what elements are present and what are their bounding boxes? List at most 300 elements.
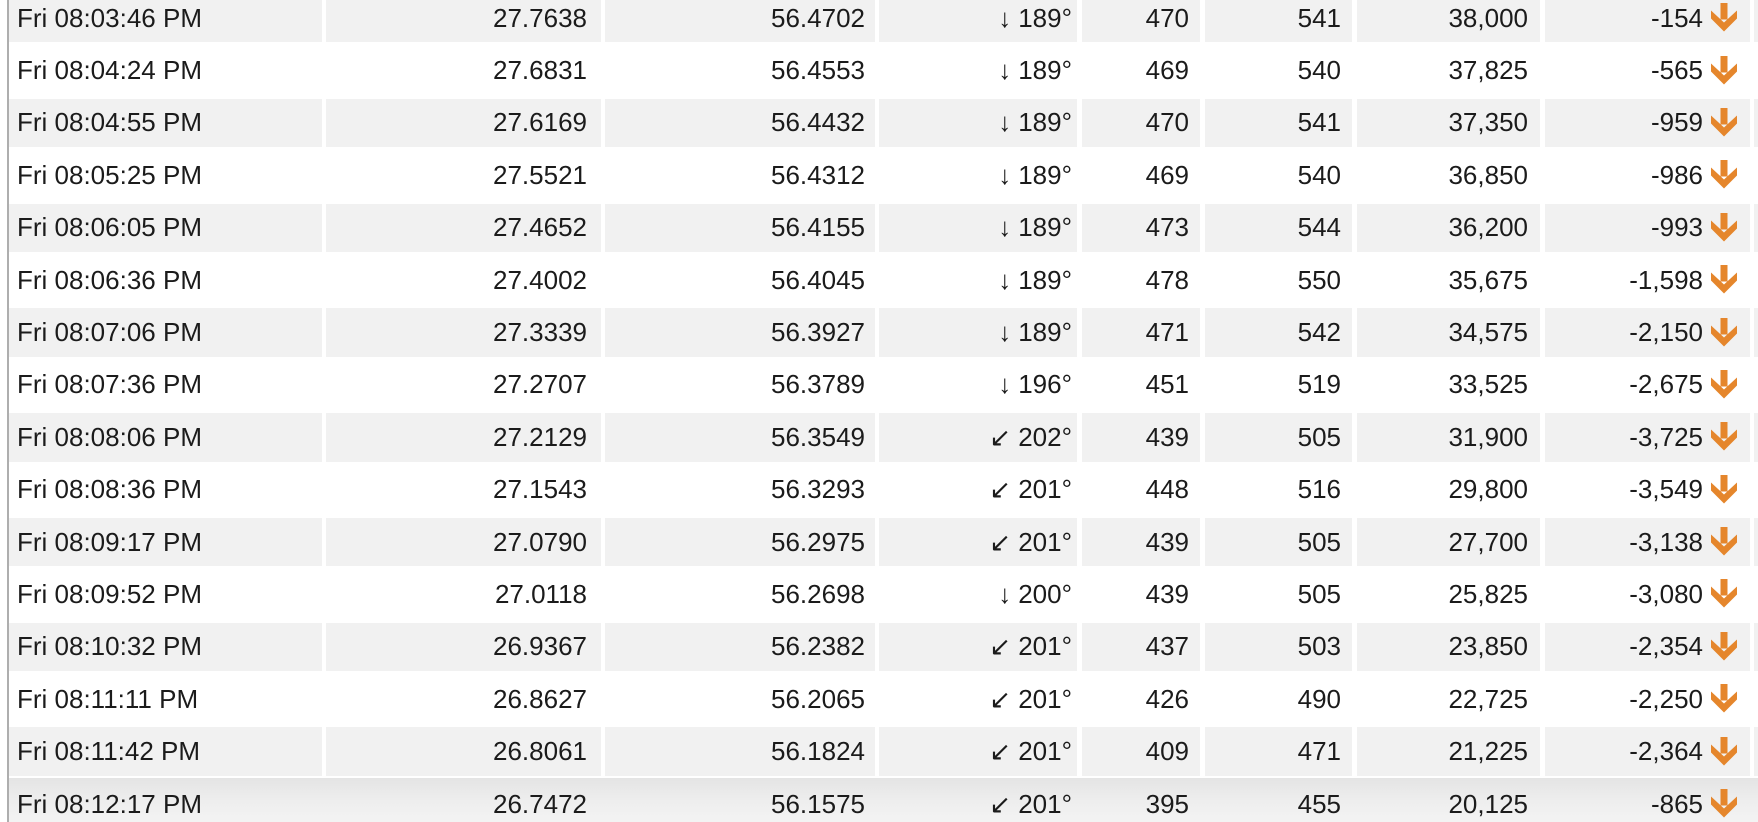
cell-speed-1 bbox=[1082, 44, 1200, 96]
latitude-value: 27.1543 bbox=[493, 474, 587, 505]
cell-time bbox=[9, 254, 322, 306]
speed-2-value: 505 bbox=[1297, 578, 1341, 609]
cell-speed-2 bbox=[1205, 464, 1352, 516]
cell-longitude bbox=[605, 464, 875, 516]
speed-2-value: 542 bbox=[1297, 317, 1341, 348]
descent-arrow-icon bbox=[1710, 3, 1738, 33]
altitude-value: 27,700 bbox=[1448, 526, 1528, 557]
cell-speed-1 bbox=[1082, 516, 1200, 568]
cell-speed-1 bbox=[1082, 97, 1200, 149]
altitude-value: 35,675 bbox=[1448, 264, 1528, 295]
cell-climb-rate bbox=[1545, 0, 1750, 44]
latitude-value: 27.2707 bbox=[493, 369, 587, 400]
speed-2-value: 471 bbox=[1297, 736, 1341, 767]
cell-speed-1 bbox=[1082, 673, 1200, 725]
cell-time bbox=[9, 725, 322, 777]
latitude-value: 27.7638 bbox=[493, 2, 587, 33]
next-column-sliver bbox=[1754, 306, 1758, 358]
table-row bbox=[9, 516, 1758, 568]
speed-1-value: 439 bbox=[1145, 526, 1189, 557]
course-direction-icon: ↓ bbox=[998, 264, 1012, 295]
cell-speed-2 bbox=[1205, 621, 1352, 673]
cell-longitude bbox=[605, 0, 875, 44]
cell-latitude bbox=[326, 149, 601, 201]
cell-latitude bbox=[326, 359, 601, 411]
cell-altitude bbox=[1357, 568, 1540, 620]
speed-1-value: 473 bbox=[1145, 212, 1189, 243]
latitude-value: 27.0118 bbox=[494, 578, 587, 609]
table-row bbox=[9, 149, 1758, 201]
speed-2-value: 516 bbox=[1297, 474, 1341, 505]
longitude-value: 56.4312 bbox=[771, 159, 865, 190]
cell-latitude bbox=[326, 44, 601, 96]
cell-climb-rate bbox=[1545, 97, 1750, 149]
cell-time bbox=[9, 306, 322, 358]
course-degrees: 201° bbox=[1018, 736, 1072, 767]
cell-climb-rate bbox=[1545, 254, 1750, 306]
cell-time bbox=[9, 97, 322, 149]
cell-altitude bbox=[1357, 0, 1540, 44]
latitude-value: 27.4652 bbox=[493, 212, 587, 243]
longitude-value: 56.4553 bbox=[771, 55, 865, 86]
next-column-sliver bbox=[1754, 725, 1758, 777]
speed-1-value: 470 bbox=[1145, 2, 1189, 33]
cell-speed-2 bbox=[1205, 778, 1352, 822]
cell-course bbox=[879, 254, 1077, 306]
cell-course bbox=[879, 778, 1077, 822]
cell-speed-1 bbox=[1082, 778, 1200, 822]
altitude-value: 38,000 bbox=[1448, 2, 1528, 33]
course-degrees: 201° bbox=[1018, 474, 1072, 505]
cell-latitude bbox=[326, 725, 601, 777]
speed-2-value: 541 bbox=[1297, 107, 1341, 138]
speed-1-value: 469 bbox=[1145, 159, 1189, 190]
cell-longitude bbox=[605, 44, 875, 96]
cell-speed-2 bbox=[1205, 725, 1352, 777]
time-value: Fri 08:07:36 PM bbox=[17, 369, 202, 400]
cell-climb-rate bbox=[1545, 149, 1750, 201]
speed-2-value: 540 bbox=[1297, 55, 1341, 86]
longitude-value: 56.3927 bbox=[771, 317, 865, 348]
cell-latitude bbox=[326, 306, 601, 358]
longitude-value: 56.2975 bbox=[771, 526, 865, 557]
cell-climb-rate bbox=[1545, 464, 1750, 516]
longitude-value: 56.3549 bbox=[771, 421, 865, 452]
speed-2-value: 490 bbox=[1297, 683, 1341, 714]
cell-longitude bbox=[605, 202, 875, 254]
altitude-value: 22,725 bbox=[1448, 683, 1528, 714]
altitude-value: 21,225 bbox=[1448, 736, 1528, 767]
latitude-value: 26.7472 bbox=[493, 788, 587, 819]
cell-course bbox=[879, 673, 1077, 725]
speed-2-value: 503 bbox=[1297, 631, 1341, 662]
time-value: Fri 08:12:17 PM bbox=[17, 788, 202, 819]
course-degrees: 202° bbox=[1018, 421, 1072, 452]
speed-2-value: 544 bbox=[1297, 212, 1341, 243]
descent-arrow-icon bbox=[1710, 475, 1738, 505]
cell-latitude bbox=[326, 97, 601, 149]
next-column-sliver bbox=[1754, 464, 1758, 516]
cell-course bbox=[879, 725, 1077, 777]
cell-speed-1 bbox=[1082, 254, 1200, 306]
cell-speed-2 bbox=[1205, 411, 1352, 463]
climb-rate-value: -154 bbox=[1650, 2, 1703, 33]
altitude-value: 34,575 bbox=[1448, 317, 1528, 348]
cell-course bbox=[879, 44, 1077, 96]
cell-longitude bbox=[605, 621, 875, 673]
cell-climb-rate bbox=[1545, 725, 1750, 777]
cell-longitude bbox=[605, 254, 875, 306]
cell-climb-rate bbox=[1545, 516, 1750, 568]
cell-altitude bbox=[1357, 411, 1540, 463]
next-column-sliver bbox=[1754, 621, 1758, 673]
time-value: Fri 08:06:05 PM bbox=[17, 212, 202, 243]
descent-arrow-icon bbox=[1710, 422, 1738, 452]
climb-rate-value: -865 bbox=[1650, 788, 1703, 819]
cell-time bbox=[9, 0, 322, 44]
cell-course bbox=[879, 516, 1077, 568]
course-direction-icon: ↓ bbox=[998, 55, 1012, 86]
altitude-value: 33,525 bbox=[1448, 369, 1528, 400]
time-value: Fri 08:11:11 PM bbox=[17, 683, 199, 714]
cell-altitude bbox=[1357, 359, 1540, 411]
time-value: Fri 08:03:46 PM bbox=[17, 2, 202, 33]
longitude-value: 56.2698 bbox=[771, 578, 865, 609]
course-direction-icon: ↓ bbox=[998, 2, 1012, 33]
cell-course bbox=[879, 568, 1077, 620]
longitude-value: 56.1824 bbox=[771, 736, 865, 767]
cell-latitude bbox=[326, 673, 601, 725]
cell-latitude bbox=[326, 621, 601, 673]
cell-altitude bbox=[1357, 97, 1540, 149]
course-direction-icon: ↙ bbox=[989, 683, 1012, 714]
course-degrees: 189° bbox=[1018, 212, 1072, 243]
latitude-value: 27.6169 bbox=[493, 107, 587, 138]
next-column-sliver bbox=[1754, 202, 1758, 254]
course-degrees: 196° bbox=[1018, 369, 1072, 400]
course-direction-icon: ↙ bbox=[989, 421, 1012, 452]
next-column-sliver bbox=[1754, 673, 1758, 725]
course-direction-icon: ↙ bbox=[989, 631, 1012, 662]
course-direction-icon: ↓ bbox=[998, 578, 1012, 609]
table-row bbox=[9, 202, 1758, 254]
latitude-value: 26.9367 bbox=[493, 631, 587, 662]
speed-2-value: 505 bbox=[1297, 526, 1341, 557]
cell-time bbox=[9, 44, 322, 96]
latitude-value: 27.4002 bbox=[493, 264, 587, 295]
longitude-value: 56.4432 bbox=[771, 107, 865, 138]
climb-rate-value: -1,598 bbox=[1629, 264, 1703, 295]
speed-1-value: 448 bbox=[1145, 474, 1189, 505]
course-degrees: 189° bbox=[1018, 107, 1072, 138]
cell-longitude bbox=[605, 516, 875, 568]
cell-climb-rate bbox=[1545, 306, 1750, 358]
course-degrees: 189° bbox=[1018, 159, 1072, 190]
time-value: Fri 08:09:52 PM bbox=[17, 578, 202, 609]
cell-speed-1 bbox=[1082, 306, 1200, 358]
cell-time bbox=[9, 516, 322, 568]
descent-arrow-icon bbox=[1710, 737, 1738, 767]
table-row bbox=[9, 44, 1758, 96]
next-column-sliver bbox=[1754, 0, 1758, 44]
time-value: Fri 08:08:36 PM bbox=[17, 474, 202, 505]
course-degrees: 189° bbox=[1018, 2, 1072, 33]
descent-arrow-icon bbox=[1710, 527, 1738, 557]
longitude-value: 56.4045 bbox=[771, 264, 865, 295]
cell-time bbox=[9, 149, 322, 201]
table-rows-container bbox=[9, 0, 1758, 822]
cell-altitude bbox=[1357, 778, 1540, 822]
course-direction-icon: ↓ bbox=[998, 369, 1012, 400]
cell-course bbox=[879, 97, 1077, 149]
next-column-sliver bbox=[1754, 97, 1758, 149]
cell-course bbox=[879, 359, 1077, 411]
descent-arrow-icon bbox=[1710, 160, 1738, 190]
cell-longitude bbox=[605, 568, 875, 620]
time-value: Fri 08:06:36 PM bbox=[17, 264, 202, 295]
cell-speed-2 bbox=[1205, 44, 1352, 96]
time-value: Fri 08:04:24 PM bbox=[17, 55, 202, 86]
speed-1-value: 409 bbox=[1145, 736, 1189, 767]
cell-climb-rate bbox=[1545, 202, 1750, 254]
cell-speed-1 bbox=[1082, 621, 1200, 673]
climb-rate-value: -565 bbox=[1650, 55, 1703, 86]
altitude-value: 37,350 bbox=[1448, 107, 1528, 138]
cell-time bbox=[9, 621, 322, 673]
cell-latitude bbox=[326, 202, 601, 254]
cell-climb-rate bbox=[1545, 411, 1750, 463]
cell-time bbox=[9, 778, 322, 822]
altitude-value: 36,200 bbox=[1448, 212, 1528, 243]
table-row bbox=[9, 97, 1758, 149]
table-row bbox=[9, 359, 1758, 411]
speed-1-value: 437 bbox=[1145, 631, 1189, 662]
cell-altitude bbox=[1357, 725, 1540, 777]
altitude-value: 37,825 bbox=[1448, 55, 1528, 86]
speed-1-value: 426 bbox=[1145, 683, 1189, 714]
speed-2-value: 541 bbox=[1297, 2, 1341, 33]
table-row bbox=[9, 621, 1758, 673]
speed-1-value: 439 bbox=[1145, 421, 1189, 452]
cell-time bbox=[9, 464, 322, 516]
descent-arrow-icon bbox=[1710, 108, 1738, 138]
speed-2-value: 519 bbox=[1297, 369, 1341, 400]
cell-altitude bbox=[1357, 306, 1540, 358]
cell-climb-rate bbox=[1545, 568, 1750, 620]
course-direction-icon: ↓ bbox=[998, 107, 1012, 138]
latitude-value: 26.8627 bbox=[493, 683, 587, 714]
speed-2-value: 505 bbox=[1297, 421, 1341, 452]
cell-speed-2 bbox=[1205, 254, 1352, 306]
cell-time bbox=[9, 673, 322, 725]
cell-speed-2 bbox=[1205, 202, 1352, 254]
latitude-value: 27.6831 bbox=[493, 55, 587, 86]
cell-latitude bbox=[326, 0, 601, 44]
time-value: Fri 08:09:17 PM bbox=[17, 526, 202, 557]
course-degrees: 189° bbox=[1018, 264, 1072, 295]
time-value: Fri 08:10:32 PM bbox=[17, 631, 202, 662]
cell-time bbox=[9, 411, 322, 463]
cell-speed-1 bbox=[1082, 359, 1200, 411]
cell-speed-1 bbox=[1082, 464, 1200, 516]
course-direction-icon: ↙ bbox=[989, 526, 1012, 557]
climb-rate-value: -2,364 bbox=[1629, 736, 1703, 767]
latitude-value: 27.2129 bbox=[493, 421, 587, 452]
descent-arrow-icon bbox=[1710, 579, 1738, 609]
cell-longitude bbox=[605, 359, 875, 411]
speed-2-value: 455 bbox=[1297, 788, 1341, 819]
course-degrees: 189° bbox=[1018, 55, 1072, 86]
latitude-value: 27.0790 bbox=[493, 526, 587, 557]
next-column-sliver bbox=[1754, 44, 1758, 96]
cell-climb-rate bbox=[1545, 673, 1750, 725]
cell-time bbox=[9, 202, 322, 254]
table-row bbox=[9, 254, 1758, 306]
longitude-value: 56.4155 bbox=[771, 212, 865, 243]
climb-rate-value: -3,549 bbox=[1629, 474, 1703, 505]
cell-latitude bbox=[326, 411, 601, 463]
cell-course bbox=[879, 411, 1077, 463]
speed-1-value: 478 bbox=[1145, 264, 1189, 295]
longitude-value: 56.2065 bbox=[771, 683, 865, 714]
table-row bbox=[9, 464, 1758, 516]
cell-course bbox=[879, 202, 1077, 254]
time-value: Fri 08:04:55 PM bbox=[17, 107, 202, 138]
cell-latitude bbox=[326, 568, 601, 620]
table-row bbox=[9, 306, 1758, 358]
cell-longitude bbox=[605, 306, 875, 358]
climb-rate-value: -2,150 bbox=[1629, 317, 1703, 348]
cell-altitude bbox=[1357, 673, 1540, 725]
cell-course bbox=[879, 149, 1077, 201]
course-direction-icon: ↙ bbox=[989, 736, 1012, 767]
cell-altitude bbox=[1357, 516, 1540, 568]
cell-longitude bbox=[605, 149, 875, 201]
table-row bbox=[9, 778, 1758, 822]
speed-1-value: 439 bbox=[1145, 578, 1189, 609]
speed-1-value: 395 bbox=[1145, 788, 1189, 819]
climb-rate-value: -2,250 bbox=[1629, 683, 1703, 714]
altitude-value: 23,850 bbox=[1448, 631, 1528, 662]
descent-arrow-icon bbox=[1710, 213, 1738, 243]
cell-altitude bbox=[1357, 621, 1540, 673]
cell-altitude bbox=[1357, 44, 1540, 96]
descent-arrow-icon bbox=[1710, 56, 1738, 86]
climb-rate-value: -3,725 bbox=[1629, 421, 1703, 452]
cell-speed-1 bbox=[1082, 0, 1200, 44]
descent-arrow-icon bbox=[1710, 265, 1738, 295]
longitude-value: 56.4702 bbox=[771, 2, 865, 33]
cell-longitude bbox=[605, 778, 875, 822]
longitude-value: 56.3293 bbox=[771, 474, 865, 505]
course-degrees: 200° bbox=[1018, 578, 1072, 609]
descent-arrow-icon bbox=[1710, 370, 1738, 400]
course-direction-icon: ↓ bbox=[998, 159, 1012, 190]
cell-speed-2 bbox=[1205, 568, 1352, 620]
altitude-value: 31,900 bbox=[1448, 421, 1528, 452]
cell-speed-2 bbox=[1205, 306, 1352, 358]
next-column-sliver bbox=[1754, 778, 1758, 822]
time-value: Fri 08:05:25 PM bbox=[17, 159, 202, 190]
course-degrees: 201° bbox=[1018, 631, 1072, 662]
speed-1-value: 470 bbox=[1145, 107, 1189, 138]
cell-course bbox=[879, 464, 1077, 516]
cell-longitude bbox=[605, 673, 875, 725]
cell-speed-1 bbox=[1082, 725, 1200, 777]
altitude-value: 20,125 bbox=[1448, 788, 1528, 819]
cell-altitude bbox=[1357, 254, 1540, 306]
cell-latitude bbox=[326, 254, 601, 306]
cell-speed-2 bbox=[1205, 516, 1352, 568]
next-column-sliver bbox=[1754, 254, 1758, 306]
cell-latitude bbox=[326, 464, 601, 516]
descent-arrow-icon bbox=[1710, 318, 1738, 348]
course-direction-icon: ↓ bbox=[998, 317, 1012, 348]
next-column-sliver bbox=[1754, 359, 1758, 411]
cell-time bbox=[9, 568, 322, 620]
speed-1-value: 471 bbox=[1145, 317, 1189, 348]
table-row bbox=[9, 568, 1758, 620]
course-degrees: 201° bbox=[1018, 788, 1072, 819]
climb-rate-value: -986 bbox=[1650, 159, 1703, 190]
cell-speed-2 bbox=[1205, 97, 1352, 149]
time-value: Fri 08:07:06 PM bbox=[17, 317, 202, 348]
course-degrees: 201° bbox=[1018, 526, 1072, 557]
table-row bbox=[9, 0, 1758, 44]
latitude-value: 27.3339 bbox=[493, 317, 587, 348]
descent-arrow-icon bbox=[1710, 789, 1738, 819]
next-column-sliver bbox=[1754, 568, 1758, 620]
cell-longitude bbox=[605, 725, 875, 777]
descent-arrow-icon bbox=[1710, 632, 1738, 662]
climb-rate-value: -2,675 bbox=[1629, 369, 1703, 400]
latitude-value: 27.5521 bbox=[493, 159, 587, 190]
time-value: Fri 08:08:06 PM bbox=[17, 421, 202, 452]
climb-rate-value: -3,138 bbox=[1629, 526, 1703, 557]
cell-altitude bbox=[1357, 149, 1540, 201]
cell-speed-1 bbox=[1082, 149, 1200, 201]
next-column-sliver bbox=[1754, 149, 1758, 201]
next-column-sliver bbox=[1754, 516, 1758, 568]
descent-arrow-icon bbox=[1710, 684, 1738, 714]
cell-latitude bbox=[326, 516, 601, 568]
cell-climb-rate bbox=[1545, 359, 1750, 411]
cell-longitude bbox=[605, 97, 875, 149]
speed-1-value: 469 bbox=[1145, 55, 1189, 86]
cell-course bbox=[879, 0, 1077, 44]
longitude-value: 56.2382 bbox=[771, 631, 865, 662]
cell-course bbox=[879, 306, 1077, 358]
cell-latitude bbox=[326, 778, 601, 822]
course-direction-icon: ↓ bbox=[998, 212, 1012, 243]
climb-rate-value: -3,080 bbox=[1629, 578, 1703, 609]
cell-climb-rate bbox=[1545, 778, 1750, 822]
speed-2-value: 540 bbox=[1297, 159, 1341, 190]
longitude-value: 56.1575 bbox=[771, 788, 865, 819]
course-direction-icon: ↙ bbox=[989, 474, 1012, 505]
next-column-sliver bbox=[1754, 411, 1758, 463]
cell-speed-2 bbox=[1205, 359, 1352, 411]
cell-speed-1 bbox=[1082, 202, 1200, 254]
cell-speed-2 bbox=[1205, 673, 1352, 725]
cell-altitude bbox=[1357, 202, 1540, 254]
table-row bbox=[9, 725, 1758, 777]
latitude-value: 26.8061 bbox=[493, 736, 587, 767]
cell-climb-rate bbox=[1545, 44, 1750, 96]
time-value: Fri 08:11:42 PM bbox=[17, 736, 201, 767]
climb-rate-value: -2,354 bbox=[1629, 631, 1703, 662]
table-row bbox=[9, 411, 1758, 463]
